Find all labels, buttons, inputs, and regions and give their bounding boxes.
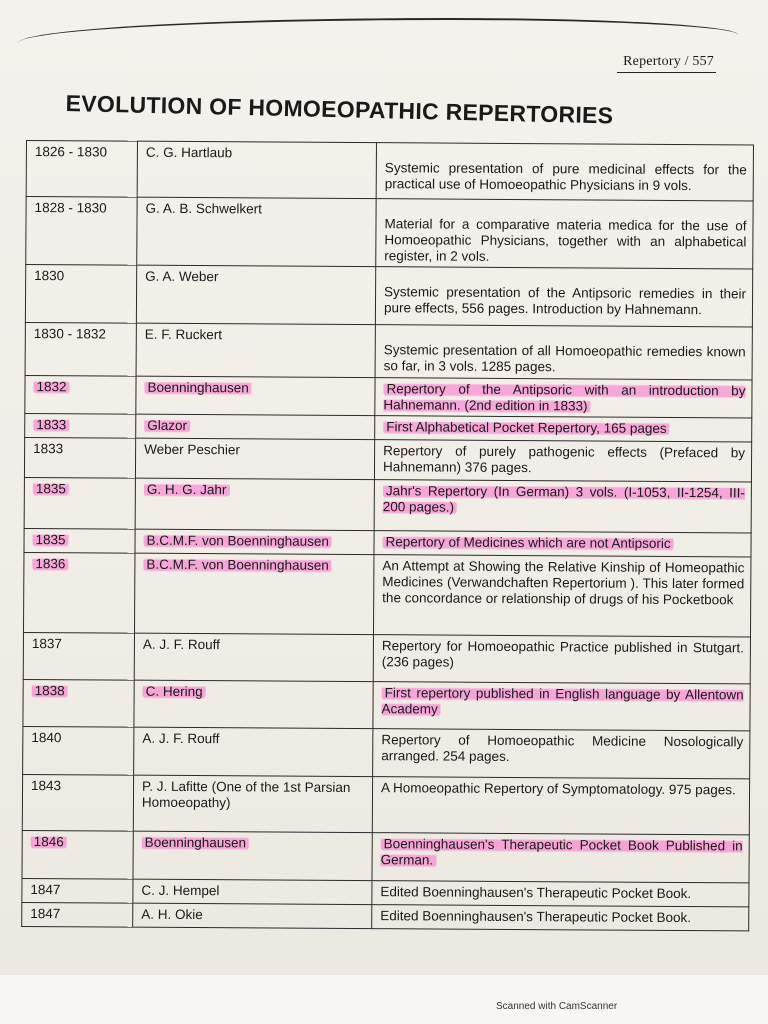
table-row xyxy=(23,679,750,730)
description-wrap xyxy=(385,146,747,194)
description-text: Repertory of Medicines which are not Antipsoric xyxy=(383,534,674,551)
description-wrap xyxy=(383,534,745,552)
year-cell xyxy=(23,552,134,633)
author-cell xyxy=(134,727,373,776)
description-wrap xyxy=(384,270,746,318)
table-row xyxy=(23,552,750,636)
year-cell xyxy=(25,375,136,414)
description-text: Systemic presentation of pure medicinal effects for the practical use of Homoeopathic Physicians in 9 vols. xyxy=(384,160,747,194)
description-text: Repertory of Homoeopathic Medicine Nosologically arranged. 254 pages. xyxy=(381,732,744,764)
author-cell xyxy=(136,376,375,415)
author-text: A. J. F. Rouff xyxy=(142,636,221,653)
year-cell xyxy=(26,197,137,266)
author-text: P. J. Lafitte (One of the 1st Parsian Homoeopathy) xyxy=(141,778,351,811)
author-cell xyxy=(133,879,372,904)
year-text: 1846 xyxy=(31,834,67,849)
description-text: Systemic presentation of all Homoeopathic remedies known so far, in 3 vols. 1285 pages. xyxy=(383,342,746,375)
description-cell xyxy=(375,378,752,418)
author-text: G. H. G. Jahr xyxy=(144,482,230,498)
author-text: Boenninghausen xyxy=(144,380,251,396)
year-cell xyxy=(24,437,135,478)
year-text: 1835 xyxy=(33,532,69,547)
author-text: B.C.M.F. von Boenninghausen xyxy=(144,533,332,549)
description-cell xyxy=(372,905,749,931)
year-text: 1835 xyxy=(33,481,69,496)
year-text: 1828 - 1830 xyxy=(34,200,107,216)
description-text: Jahr's Repertory (In German) 3 vols. (I-1053, II-1254, III-200 pages.) xyxy=(382,483,745,515)
description-text: Repertory for Homoeopathic Practice published in Stutgart. (236 pages) xyxy=(381,638,744,670)
description-text: Systemic presentation of the Antipsoric remedies in their pure effects, 556 pages. Introduction by Hahnemann. xyxy=(383,284,747,318)
table-body xyxy=(22,141,754,931)
table-row xyxy=(24,437,751,481)
author-text: B.C.M.F. von Boenninghausen xyxy=(143,557,331,573)
year-cell xyxy=(25,322,136,376)
description-cell xyxy=(372,777,749,835)
author-cell xyxy=(137,197,376,266)
year-cell xyxy=(25,265,136,324)
description-cell xyxy=(372,833,749,883)
author-cell xyxy=(135,529,374,554)
year-text: 1826 - 1830 xyxy=(34,144,108,160)
description-wrap xyxy=(384,328,746,376)
year-text: 1840 xyxy=(31,730,62,746)
description-text: First repertory published in English language by Allentown Academy xyxy=(381,685,744,717)
year-cell xyxy=(23,726,134,775)
description-wrap xyxy=(383,483,745,517)
running-head-underline xyxy=(617,72,716,73)
description-cell xyxy=(374,480,751,533)
table-row xyxy=(25,265,752,327)
author-text: A. H. Okie xyxy=(141,906,203,923)
table-row xyxy=(23,632,750,683)
description-text: Edited Boenninghausen's Therapeutic Pocket Book. xyxy=(380,908,692,926)
description-cell xyxy=(373,682,750,731)
page-bottom-margin xyxy=(0,975,768,1024)
table-row xyxy=(25,322,752,379)
year-text: 1830 - 1832 xyxy=(33,326,106,342)
description-text: Edited Boenninghausen's Therapeutic Pocket Book. xyxy=(380,884,692,902)
table-row xyxy=(25,375,752,417)
author-cell xyxy=(136,265,375,324)
year-text: 1838 xyxy=(32,683,68,698)
running-head xyxy=(623,54,714,70)
description-wrap xyxy=(380,908,742,926)
table-row xyxy=(22,774,749,834)
year-text: 1832 xyxy=(33,379,69,394)
author-cell xyxy=(134,553,373,634)
author-cell xyxy=(134,680,373,728)
author-text: G. A. Weber xyxy=(145,268,219,285)
description-cell xyxy=(375,267,752,327)
description-wrap xyxy=(382,558,744,608)
table-row xyxy=(22,830,749,882)
year-cell xyxy=(24,477,135,529)
description-wrap xyxy=(383,443,745,477)
table-row xyxy=(26,197,753,269)
description-cell xyxy=(376,199,753,269)
description-text: First Alphabetical Pocket Repertory, 165 pages xyxy=(383,419,669,436)
description-text: Repertory of purely pathogenic effects (Prefaced by Hahnemann) 376 pages. xyxy=(382,443,746,476)
author-cell xyxy=(136,323,375,377)
author-cell xyxy=(135,478,374,530)
author-text: A. J. F. Rouff xyxy=(142,730,220,747)
table-row xyxy=(23,726,750,778)
author-text: Boenninghausen xyxy=(142,835,249,851)
description-text: Material for a comparative materia medica for the use of Homoeopathic Physicians, together with an alphabetical register, in 2 vols. xyxy=(384,216,747,264)
description-cell xyxy=(374,531,751,557)
running-head-text: Repertory / 557 xyxy=(623,54,714,69)
page-title: EVOLUTION OF HOMOEOPATHIC REPERTORIES xyxy=(65,90,614,129)
scanner-footer: Scanned with CamScanner xyxy=(496,1001,618,1012)
year-text: 1847 xyxy=(30,882,61,898)
description-wrap xyxy=(381,732,743,766)
author-cell xyxy=(133,903,372,928)
year-cell xyxy=(22,902,133,927)
year-text: 1833 xyxy=(33,441,64,457)
year-cell xyxy=(26,141,137,198)
description-cell xyxy=(372,881,749,907)
year-text: 1830 xyxy=(34,268,65,284)
year-text: 1833 xyxy=(33,417,69,432)
year-cell xyxy=(22,878,133,903)
author-text: C. Hering xyxy=(143,684,206,699)
author-text: G. A. B. Schwelkert xyxy=(145,200,262,217)
year-cell xyxy=(25,413,136,438)
author-cell xyxy=(133,775,372,832)
year-cell xyxy=(24,528,135,553)
table-row xyxy=(26,141,753,201)
description-text: Repertory of the Antipsoric with an introduction by Hahnemann. (2nd edition in 1833) xyxy=(383,381,746,414)
description-text: A Homoeopathic Repertory of Symptomatology. 975 pages. xyxy=(381,780,736,798)
description-cell xyxy=(373,729,750,779)
description-cell xyxy=(373,555,750,637)
author-text: C. G. Hartlaub xyxy=(145,144,233,161)
year-cell xyxy=(22,830,133,879)
description-wrap xyxy=(381,836,743,870)
description-wrap xyxy=(383,381,745,415)
author-text: Glazor xyxy=(144,418,190,433)
year-text: 1837 xyxy=(31,636,63,652)
author-cell xyxy=(137,141,376,198)
description-text: Boenninghausen's Therapeutic Pocket Book Published in German. xyxy=(380,836,743,868)
description-wrap xyxy=(383,419,745,437)
author-cell xyxy=(134,633,373,681)
description-wrap xyxy=(381,685,743,719)
table-row xyxy=(22,902,749,930)
year-cell xyxy=(22,774,133,831)
repertories-table xyxy=(21,140,754,931)
author-text: C. J. Hempel xyxy=(141,882,220,899)
description-wrap xyxy=(380,884,742,902)
table-row xyxy=(24,477,751,532)
author-cell xyxy=(136,414,375,439)
year-cell xyxy=(23,679,134,727)
description-wrap xyxy=(381,780,743,798)
author-cell xyxy=(133,831,372,880)
description-cell xyxy=(375,416,752,442)
description-cell xyxy=(374,440,751,482)
year-text: 1836 xyxy=(32,556,68,571)
description-wrap xyxy=(382,638,744,672)
description-text: An Attempt at Showing the Relative Kinship of Homeopathic Medicines (Verwandchaften Repertorium ). This later formed the concordance or relationship of drugs of his Pocketbook xyxy=(382,558,745,608)
description-cell xyxy=(376,143,753,201)
year-text: 1847 xyxy=(30,906,61,922)
description-cell xyxy=(375,325,752,380)
author-text: E. F. Ruckert xyxy=(144,326,223,343)
author-cell xyxy=(135,438,374,479)
description-wrap xyxy=(384,202,746,266)
description-cell xyxy=(373,635,750,684)
author-text: Weber Peschier xyxy=(144,441,240,458)
year-text: 1843 xyxy=(31,778,62,794)
year-cell xyxy=(23,632,134,680)
